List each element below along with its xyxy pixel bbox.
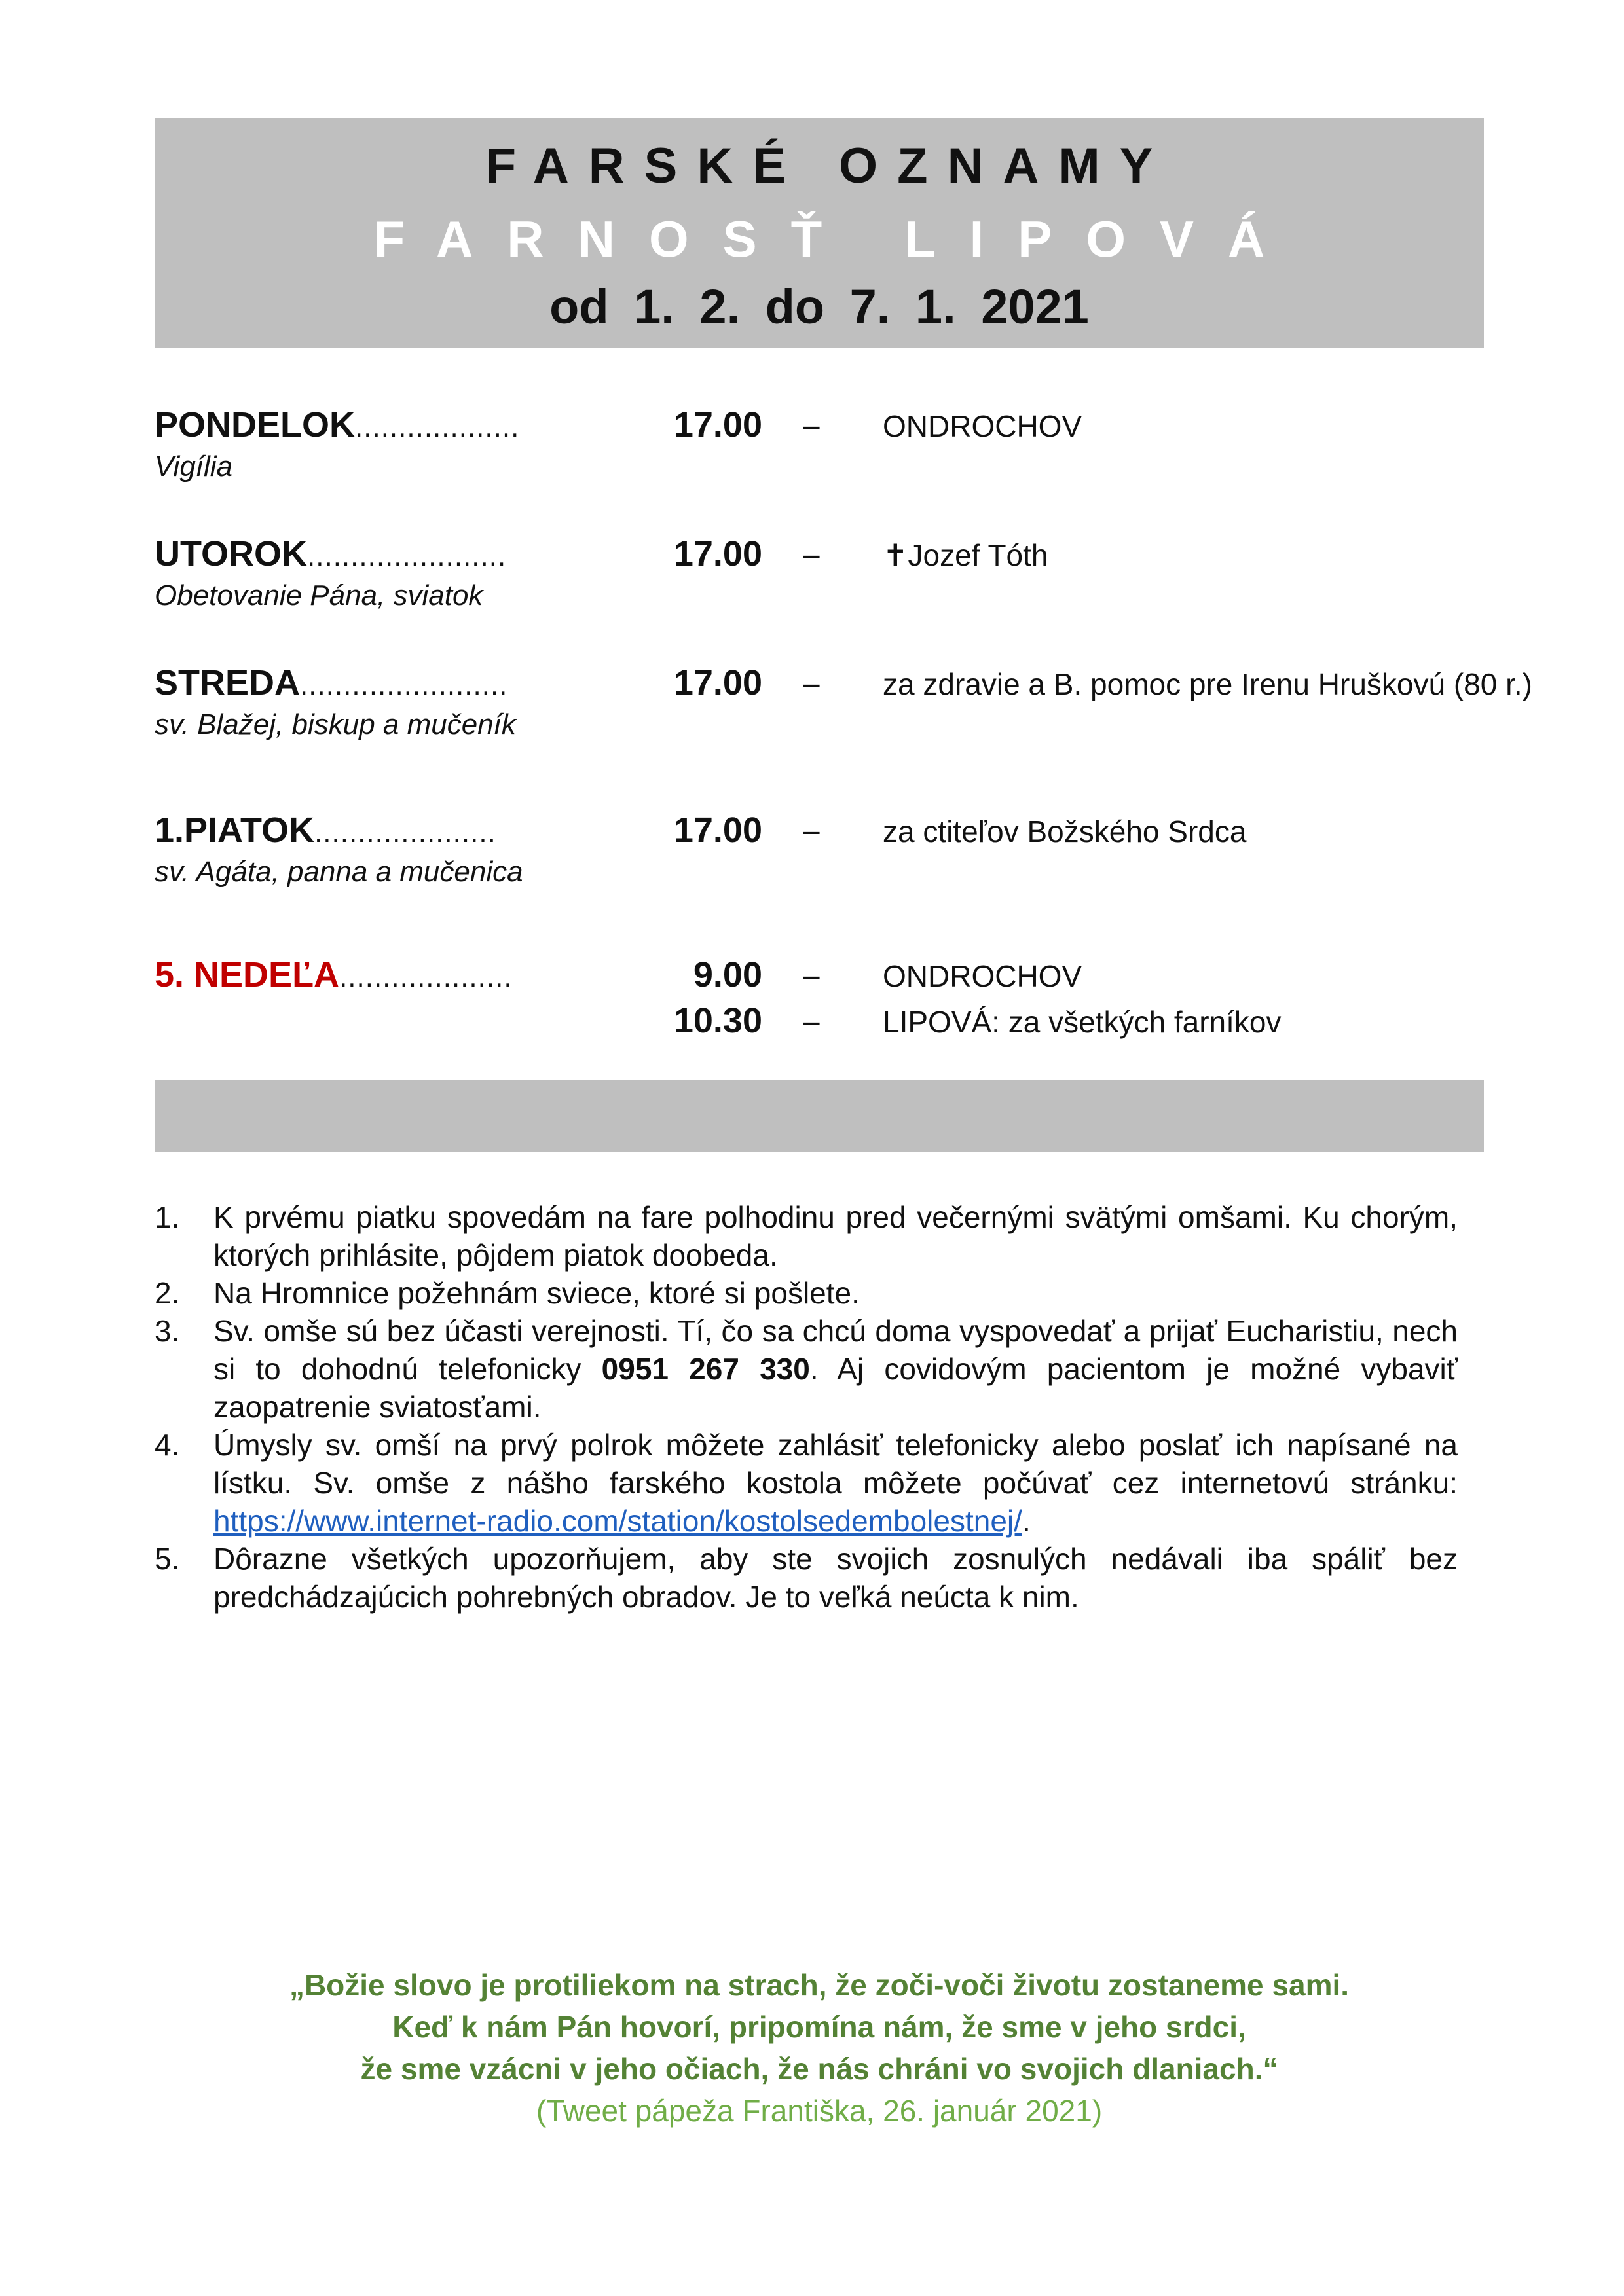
mass-intention-2: LIPOVÁ: za všetkých farníkov [883,1005,1282,1039]
mass-time: 17.00 [673,405,762,445]
dash: – [803,813,820,847]
mass-intention: za ctiteľov Božského Srdca [883,814,1247,848]
dash: – [803,408,820,442]
header-title: FARSKÉ OZNAMY [485,138,1173,194]
dash: – [803,666,820,700]
schedule-tuesday [155,534,1490,612]
schedule-sunday [155,955,1490,1046]
mass-time-2: 10.30 [673,1001,762,1040]
notices-list [155,1198,1458,1616]
day-name: UTOROK....................... [155,534,507,574]
mass-intention: ✝Jozef Tóth [883,538,1048,572]
quote-line-3: že sme vzácni v jeho očiach, že nás chráni vo svojich dlaniach.“ [360,2052,1278,2086]
header-banner [155,118,1484,348]
day-name: PONDELOK................... [155,405,520,445]
divider-bar [155,1080,1484,1152]
radio-link[interactable]: https://www.internet-radio.com/station/kostolsedembolestnej/ [213,1504,1022,1538]
dash: – [803,1004,820,1038]
day-name: 5. NEDEĽA.................... [155,955,513,994]
phone-number: 0951 267 330 [601,1352,810,1386]
mass-time: 17.00 [673,811,762,850]
day-name: 1.PIATOK..................... [155,811,496,850]
mass-intention: za zdravie a B. pomoc pre Irenu Hruškovú (80 r.) [883,667,1532,701]
list-item: 3. Sv. omše sú bez účasti verejnosti. Tí, čo sa chcú doma vyspovedať a prijať Eucharistiu, nech si to dohodnú telefonicky 0951 267 330. Aj covidovým pacientom je možné vybaviť zaopatrenie sviatosťami. [155,1314,1458,1424]
header-dates: od 1. 2. do 7. 1. 2021 [549,280,1089,334]
schedule-friday [155,810,1490,888]
schedule-monday [155,405,1490,483]
mass-time: 17.00 [673,663,762,702]
dash: – [803,958,820,992]
list-item: 5. Dôrazne všetkých upozorňujem, aby ste svojich zosnulých nedávali iba spáliť bez predchádzajúcich pohrebných obradov. Je to veľká neúcta k nim. [155,1542,1458,1614]
feast-label: Obetovanie Pána, sviatok [155,579,483,611]
day-name: STREDA........................ [155,663,508,702]
mass-intention: ONDROCHOV [883,959,1082,993]
header-parish: FARNOSŤ LIPOVÁ [373,210,1299,268]
dash: – [803,537,820,571]
quote-line-1: „Božie slovo je protiliekom na strach, že zoči-voči životu zostaneme sami. [289,1968,1350,2002]
list-item: 2. Na Hromnice požehnám sviece, ktoré si pošlete. [155,1276,860,1310]
quote-line-2: Keď k nám Pán hovorí, pripomína nám, že sme v jeho srdci, [392,2010,1246,2044]
feast-label: sv. Blažej, biskup a mučeník [155,708,516,740]
feast-label: sv. Agáta, panna a mučenica [155,856,523,888]
mass-time: 9.00 [693,955,762,994]
list-item: 1. K prvému piatku spovedám na fare polhodinu pred večernými svätými omšami. Ku chorým, ktorých prihlásite, pôjdem piatok doobeda. [155,1200,1458,1272]
feast-label: Vigília [155,450,233,483]
quote-source: (Tweet pápeža Františka, 26. január 2021) [536,2094,1103,2128]
schedule-wednesday [155,663,1532,741]
list-item: 4. Úmysly sv. omší na prvý polrok môžete zahlásiť telefonicky alebo poslať ich napísané na lístku. Sv. omše z nášho farského kostola môžete počúvať cez internetovú stránku: https://www.internet-radio.com/station/kostolsedembolestnej/. [155,1428,1458,1538]
pope-quote [155,1964,1484,2132]
mass-time: 17.00 [673,534,762,574]
mass-intention: ONDROCHOV [883,409,1082,443]
